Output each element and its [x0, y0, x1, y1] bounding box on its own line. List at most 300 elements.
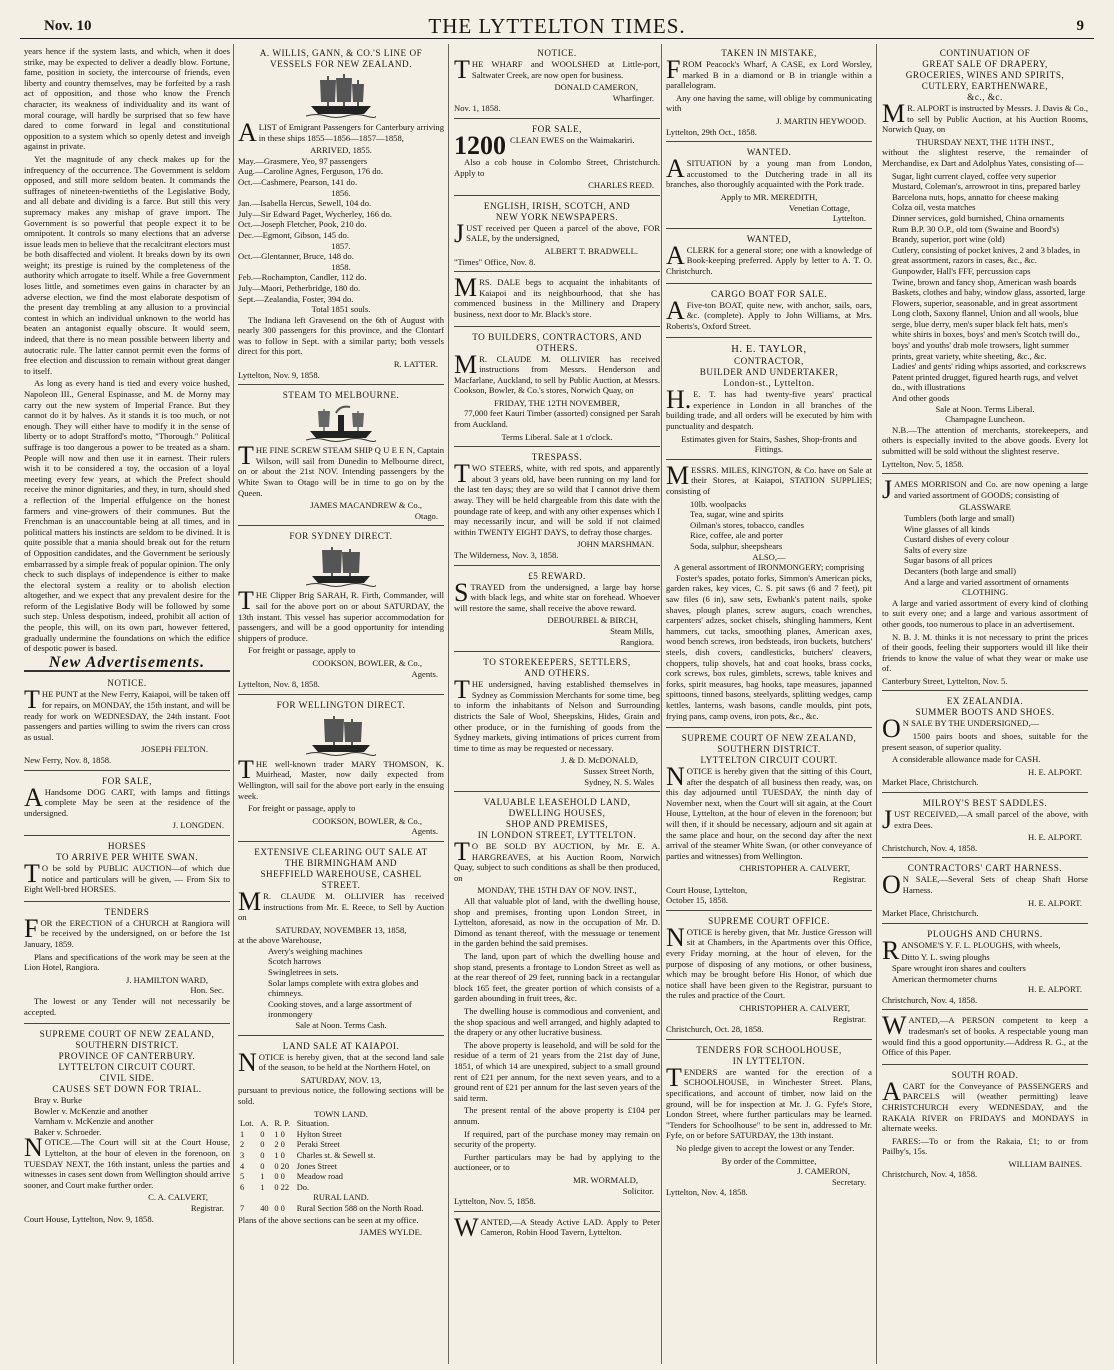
ad-signature: DONALD CAMERON, [554, 82, 638, 93]
ad-body: without the slightest reserve, the remainder of Merchandise, ex Dart and Adolphus Yates, consisting of— [882, 147, 1088, 168]
ad-south-road [882, 1068, 1088, 1184]
list-item: Barcelona nuts, hops, annatto for cheese making [892, 191, 1059, 202]
ad-body: NOTICE is hereby given that the sitting of this Court, after the despatch of all business then ready, was, on this day adjourned until TUESDAY, the ninth day of November next, when the Court will sit again, at the Court House, Lyttelton, at the hour of eleven in the forenoon; but will then, if it should be necessary, adjourn and sit again at the same place and hour, on the second day after the next arrival of the steamer White Swan, (or other conveyance of parties and witnesses) from Wellington. [666, 762, 872, 861]
ad-signature: J. LONGDEN. [172, 820, 224, 831]
ad-note: N. B. J. M. thinks it is not necessary to print the prices of their goods, feeling their supporters would ill like their friends to know the value of what they wear or make use of. [882, 631, 1088, 674]
ad-place-date: Lyttelton, Nov. 9, 1858. [238, 369, 320, 380]
ad-place: Rangiora. [620, 636, 654, 647]
ad-dog-cart [24, 774, 230, 836]
list-item: May.—Grasmere, Yeo, 97 passengers [238, 155, 368, 166]
ad-ploughs [882, 927, 1088, 1011]
ad-body: Plans and specifications of the work may be seen at the Lion Hotel, Rangiora. [24, 951, 230, 973]
sailing-ship-icon [306, 72, 376, 120]
list-item: Rum B.P. 30 O.P., old tom (Swaine and Boord's) [892, 223, 1059, 234]
ad-signature: J. CAMERON, [797, 1166, 850, 1177]
ad-heading: TENDERS [104, 906, 150, 917]
ad-signature-role: Registrar. [832, 1013, 866, 1024]
ad-heading: LYTTELTON CIRCUIT COURT. [58, 1062, 196, 1073]
ad-newspapers [454, 199, 660, 272]
list-item: 10lb. woolpacks [690, 498, 747, 509]
ad-morrison-goods [882, 477, 1088, 691]
list-item: Oct.—Joseph Fletcher, Pook, 210 do. [238, 219, 367, 230]
table-heading: TOWN LAND. [314, 1108, 368, 1119]
column-header: A. [260, 1119, 269, 1129]
item-list [666, 499, 872, 552]
ad-body: ON SALE BY THE UNDERSIGNED,— [882, 714, 1040, 744]
ad-place-date: Christchurch, Oct. 28, 1858. [666, 1024, 764, 1035]
ad-place-date: Christchurch, Nov. 4, 1858. [882, 1169, 978, 1180]
ad-court-notice [666, 731, 872, 911]
ad-place-date: Lyttelton, Nov. 5, 1858. [882, 458, 964, 469]
ad-heading: OTHERS. [536, 342, 578, 353]
ad-steam-melbourne [238, 388, 444, 526]
cause-list [24, 1095, 230, 1137]
ad-note: The lowest or any Tender will not necessarily be accepted. [24, 995, 230, 1017]
list-item: Aug.—Caroline Agnes, Ferguson, 176 do. [238, 166, 383, 177]
ad-heading: FOR SALE, [532, 123, 582, 134]
schooner-ship-icon [306, 713, 376, 757]
table-cell: 1 0 [274, 1150, 285, 1160]
ad-place-date: The Wilderness, Nov. 3, 1858. [454, 550, 559, 560]
ad-signature-role: Registrar. [190, 1203, 224, 1214]
ad-ewes-for-sale [454, 122, 660, 196]
ad-signature: R. LATTER. [393, 359, 438, 370]
ad-body: ALIST of Emigrant Passengers for Canterbury arriving in these ships 1855—1856—1857—1858, [238, 118, 444, 147]
ad-heading: TAKEN IN MISTAKE, [721, 48, 817, 58]
ad-wanted-lad [454, 1212, 660, 1244]
ad-body: ON SALE,—Several Sets of cheap Shaft Horse Harness. [882, 870, 1088, 900]
ad-place: Otago. [414, 510, 438, 521]
ad-place-date: Christchurch, Nov. 4, 1858. [882, 994, 978, 1005]
list-item: Soda, sulphur, sheepshears [690, 541, 783, 551]
ad-body: The dwelling house is commodious and convenient, and the shop spacious and well arranged, and highly adapted to the drapery or any other lucrative business. [454, 1006, 660, 1038]
ad-signature: H. E. ALPORT. [1028, 984, 1082, 995]
ad-signature-role: Sussex Street North, [583, 765, 654, 776]
ad-signature-role: Agents. [411, 668, 438, 679]
list-item: Rice, coffee, ale and porter [690, 530, 783, 541]
ad-also: ALSO,— [752, 551, 786, 562]
table-cell: 5 [240, 1172, 245, 1182]
list-item: Solar lamps complete with extra globes and chimneys. [268, 977, 419, 999]
masthead [20, 6, 1094, 40]
sale-terms: Sale at Noon. Terms Liberal. [935, 403, 1035, 414]
ad-signature: JAMES WYLDE. [359, 1227, 422, 1238]
ad-place-date: Lyttelton, Nov. 8, 1858. [238, 679, 320, 690]
list-item: Dec.—Egmont, Gibson, 145 do. [238, 229, 349, 240]
table-cell: 1 [260, 1172, 265, 1182]
list-item: Colza oil, vesta matches [892, 202, 976, 213]
ad-body: The land, upon part of which the dwelling house and shop stand, presents a frontage to London Street as well as at the rear thereof of 29 feet, running back in a rectangular block 165 feet, the greater portion of which consists of a garden abounding in fruit trees, &c. [454, 951, 660, 1004]
ad-body: TO be sold by PUBLIC AUCTION—of which due notice and particulars will be given, — From Six to Eight Well-bred HORSES. [24, 858, 230, 895]
ad-saddles [882, 796, 1088, 858]
ad-heading: CONTRACTORS' CART HARNESS. [907, 863, 1063, 874]
ad-leasehold-land [454, 795, 660, 1212]
table-row [238, 1204, 444, 1215]
ad-heading: CUTLERY, EARTHENWARE, [921, 81, 1049, 91]
ad-body: THE PUNT at the New Ferry, Kaiapoi, will be taken off for repairs, on MONDAY, the 15th instant, and will be ready for work on WEDNESDAY, the 24th instant. Foot passengers and parties willing to swim the rivers can cross as usual. [24, 685, 230, 742]
ad-body: TWO STEERS, white, with red spots, and apparently about 3 years old, have been running on my land for the last ten days; they are so wild that I cannot drive them away. They will be held chargeable from this date with the poundage rate of keep, and with any other expenses which I may necessarily incur, and will be sold if not claimed within TWENTY EIGHT DAYS, to defray those charges. [454, 459, 660, 537]
column-header: R. P. [274, 1119, 290, 1129]
ad-cart-harness [882, 861, 1088, 923]
list-item: Oilman's stores, tobacco, candles [690, 519, 804, 530]
column-rule [233, 44, 234, 1364]
column-header: Lot. [240, 1119, 254, 1129]
ad-place-date: Lyttelton, Nov. 5, 1858. [454, 1196, 536, 1207]
ad-place-date: Nov. 1, 1858. [454, 103, 501, 114]
ad-heading: FOR SALE, [102, 775, 152, 786]
ad-person-wanted [882, 1013, 1088, 1064]
ad-place: Court House, Lyttelton, [666, 884, 748, 895]
list-item: Patent printed drugget, figured hearth rugs, and velvet do., with illustrations [892, 371, 1078, 393]
editorial-paragraph: years hence if the system lasts, and which, when it does strike, may be expected to deliver a deadly blow. Fortune, fame, position in society, the intercourse of friends, even liberty and country themselves, may be forfeited by a rash act of opposition, and those who know the French character, its weakness of individuality and its want of moral courage, will hardly be surprised that so few have dared to come forward in legal and constitutional opposition to a system which so openly detest and inveigh against in private. [24, 46, 230, 152]
ad-signature: J. MARTIN HEYWOOD. [776, 115, 866, 126]
ad-heading: SOUTH ROAD. [951, 1069, 1019, 1080]
ad-heading: SUMMER BOOTS AND SHOES. [915, 707, 1055, 718]
ad-body: 1500 pairs boots and shoes, suitable for the present season, of superior quality. [882, 731, 1088, 752]
list-item: Long cloth, Saxony flannel, Union and all wools, blue serge, blue derry, men's super black felt hats, men's white shirts in boxes, boys' and men's Scotch twill do., boys' and youths' drab mole trowsers, light summer prints, great variety, white sheeting, &c., &c. [892, 308, 1080, 361]
table-header-row [238, 1119, 444, 1130]
list-item: July—Maori, Petherbridge, 180 do. [238, 282, 361, 293]
ad-heading: London-st., Lyttelton. [723, 378, 815, 389]
ad-heading: CAUSES SET DOWN FOR TRIAL. [52, 1084, 202, 1095]
ad-heading: CONTINUATION OF [939, 48, 1031, 58]
ad-heading: IN LYTTELTON. [732, 1055, 806, 1066]
ad-situation-wanted [666, 145, 872, 229]
table-row [238, 1151, 444, 1162]
ad-body: A large and varied assortment of every kind of clothing to suit every one; and a large and various assortment of other goods, too numerous to place in an advertisement. [882, 597, 1088, 629]
steam-ship-icon [306, 403, 376, 443]
ad-signature: JOSEPH FELTON. [141, 744, 208, 755]
ad-heading: STREET. [321, 879, 361, 890]
column-4 [666, 46, 872, 1364]
ad-heading: SOUTHERN DISTRICT. [75, 1040, 179, 1051]
table-row [238, 1172, 444, 1183]
ad-body: WANTED,—A Steady Active LAD. Apply to Peter Cameron, Robin Hood Tavern, Lyttelton. [454, 1212, 660, 1242]
table-cell: 0 20 [274, 1161, 289, 1171]
ad-horses [24, 839, 230, 902]
year-heading: 1856. [331, 187, 351, 198]
table-cell: Hylton Street [296, 1129, 342, 1139]
ad-body: JUST RECEIVED,—A small parcel of the above, with extra Dees. [882, 805, 1088, 835]
ad-body: TENDERS are wanted for the erection of a SCHOOLHOUSE, in Winchester Street. Plans, specifications, and account of timber, now laid on the ground, will be for inspection at Mr. J. G. Fyfe's Store, London Street, where further particulars may be learned. "Tenders for Schoolhouse" to be sent in, addressed to Mr. Fyfe, on or before SATURDAY, the 13th instant. [666, 1062, 872, 1141]
ad-heading: MILROY'S BEST SADDLES. [922, 798, 1048, 809]
ad-emigrant-vessels [238, 46, 444, 385]
ad-signature: WILLIAM BAINES. [1008, 1158, 1082, 1169]
list-item: Flowers, superior, seasonable, and in great assortment [892, 297, 1078, 308]
editorial-paragraph: Yet the magnitude of any check makes up for the infrequency of the occurrence. The Government is seldom opposed, and still more seldom beaten. It commands the suffrages of nineteen-twentieths of the Legislative Body, and all debate and dividing is a farce. But still this very supremacy makes any mishap of grave import. The Government is so powerful that people expect it to be omnipotent. It controls so many elections that an adverse issue leads men to believe that the recalcitrant electors must be both disaffected and violent. It breaks down by its own weight; its prestige is ruined by the completeness of the authority which arrogate to itself. While a free Government loses little, and sometimes even gains in character by an adverse election, we find the most elaborate despotism of the present day trembling at any allusion to a provincial contest in which an individual unknown to the world has beaten an antagonist equally obscure. It would seem, indeed, that there is no mean possible between liberty and autocratic rule. The latter cannot permit even the forms of free election and discussion to remain without great danger to itself. [24, 153, 230, 376]
ad-body: JUST received per Queen a parcel of the above, FOR SALE, by the undersigned, [454, 218, 660, 248]
ad-body: NOTICE is hereby given, that at the second land sale of the season, to be held at the Northern Hotel, on [238, 1047, 444, 1077]
list-item: Varnham v. McKenzie and another [34, 1116, 154, 1127]
ad-clerk-wanted [666, 232, 872, 284]
list-item: Cutlery, consisting of pocket knives, 2 and 3 blades, in great assortment, razors in cases, &c., &c. [892, 244, 1080, 266]
ad-heading: THE BIRMINGHAM AND [284, 857, 398, 868]
column-1 [24, 46, 230, 1364]
ad-clearing-sale [238, 845, 444, 1036]
list-item: Spare wrought iron shares and coulters [892, 962, 1026, 973]
column-5 [882, 46, 1088, 1364]
ad-place: Sydney, N. S. Wales [584, 776, 654, 787]
ad-heading: TENDERS FOR SCHOOLHOUSE, [696, 1044, 842, 1055]
ad-signature: J. & D. McDONALD, [561, 755, 638, 766]
ad-body: The above property is leasehold, and will be sold for the residue of a term of 21 years from the 21st day of June, 1851, of which 14 are unexpired, subject to a small ground rent of £21 per annum, for the next seven years, and to a ground rent of £21 per annum for the last seven years of the said term. [454, 1039, 660, 1103]
ad-place-date: Lyttelton, Nov. 4, 1858. [666, 1187, 748, 1198]
ad-heading: WANTED, [746, 233, 792, 244]
ad-body: Estimates given for Stairs, Sashes, Shop-fronts and Fittings. [681, 433, 857, 455]
list-item: Oct.—Cashmere, Pearson, 141 do. [238, 176, 358, 187]
ad-court-office [666, 914, 872, 1040]
table-cell: 1 [240, 1129, 245, 1139]
table-cell: 1 [260, 1182, 265, 1192]
ad-body: THE well-known trader MARY THOMSON, K. Muirhead, Master, now daily expected from Wellington, will sail for the above port early in the ensuing week. [238, 754, 444, 801]
ad-kauri-timber [454, 330, 660, 448]
sale-terms: Terms Liberal. Sale at 1 o'clock. [501, 431, 613, 442]
ad-note: N.B.—The attention of merchants, storekeepers, and others is especially invited to the above goods. Every lot submitted will be sold without the slightest reserve. [882, 424, 1088, 456]
list-item: Ladies' and gents' riding whips assorted, and corkscrews [892, 361, 1087, 372]
ad-heading: BUILDER AND UNDERTAKER, [699, 367, 839, 378]
ad-heading: PROVINCE OF CANTERBURY. [58, 1051, 196, 1062]
ad-heading: VALUABLE LEASEHOLD LAND, [483, 797, 631, 808]
ad-heading: LAND SALE AT KAIAPOI. [282, 1040, 400, 1051]
list-item: Wine glasses of all kinds [904, 523, 990, 534]
ad-heading: EX ZEALANDIA. [946, 696, 1024, 707]
table-row [238, 1183, 444, 1194]
list-item: Bowler v. McKenzie and another [34, 1105, 148, 1116]
item-list [882, 952, 1088, 984]
ad-body: A general assortment of IRONMONGERY; comprising [673, 562, 865, 573]
ad-body: FROM Peacock's Wharf, A CASE, ex Lord Worsley, marked B in a diamond or B in triangle within a parallelogram. [666, 55, 872, 91]
table-cell: 0 22 [274, 1182, 289, 1192]
ad-body: MR. CLAUDE M. OLLIVIER has received instructions from Messrs. Henderson and Macfarlane, Auckland, to sell by Public Auction, at Messrs. Cookson, Bowler, & Co.'s stores, Norwich Quay, on [454, 349, 660, 396]
ad-heading: NOTICE. [107, 678, 147, 689]
list-item: Scotch harrows [268, 956, 322, 967]
ad-heading: SOUTHERN DISTRICT. [717, 744, 821, 755]
ad-body: CLEAN EWES on the Waimakariri. [510, 134, 635, 145]
page-number: 9 [1076, 18, 1084, 34]
ad-heading: EXTENSIVE CLEARING OUT SALE AT [254, 846, 428, 857]
sale-date: THURSDAY NEXT, THE 11TH INST., [916, 136, 1054, 147]
ad-body: The present rental of the above property is £104 per annum. [454, 1105, 660, 1126]
ad-body: NOTICE is hereby given, that Mr. Justice Gresson will sit at Chambers, in the Apartments over this Office, every Friday morning, at the hour of eleven, for the purpose of disposing of any motions, or other business, which may be brought before His Honor, of which due notice shall have been given to the Registrar, pursuant to the rules and practice of the Court. [666, 922, 872, 1001]
list-item: Avery's weighing machines [268, 945, 363, 956]
ad-station-supplies [666, 460, 872, 728]
ad-heading: TRESPASS. [531, 452, 583, 463]
ad-note: The Indiana left Gravesend on the 6th of August with nearly 300 passengers for this province, and the Clontarf was to follow in Sept. with a similar party; both vessels direct for this port. [238, 314, 444, 357]
list-item: And a large and varied assortment of ornaments [904, 576, 1069, 587]
ad-signature-role: Agents. [411, 826, 438, 837]
ad-heading: IN LONDON STREET, LYTTELTON. [477, 830, 637, 841]
ad-signature-role: Hon. Sec. [190, 985, 224, 996]
ad-place: Market Place, Christchurch. [882, 908, 979, 919]
list-item: Gunpowder, Hall's FFF, percussion caps [892, 265, 1031, 276]
ad-body: 77,000 feet Kauri Timber (assorted) consigned per Sarah from Auckland. [454, 408, 660, 430]
list-item: Oct.—Glentanner, Bruce, 148 do. [238, 251, 354, 262]
ad-signature: CHARLES REED. [588, 180, 654, 191]
ad-place-date: New Ferry, Nov. 8, 1858. [24, 755, 112, 765]
ad-signature: JOHN MARSHMAN. [577, 539, 654, 550]
ad-body: Also a cob house in Colombo Street, Christchurch. Apply to [454, 156, 660, 178]
ad-trespass [454, 450, 660, 565]
year-heading: 1857. [331, 240, 351, 251]
table-cell: 0 [260, 1140, 265, 1150]
ad-heading: WANTED. [746, 147, 792, 158]
table-cell: 6 [240, 1182, 245, 1192]
table-cell: 4 [240, 1161, 245, 1171]
table-row [238, 1162, 444, 1173]
list-item: Bray v. Burke [34, 1095, 82, 1106]
ad-body: No pledge given to accept the lowest or any Tender. [676, 1142, 855, 1153]
ad-body: THE Clipper Brig SARAH, R. Firth, Commander, will sail for the above port on or about SATURDAY, the 13th instant. This vessel has superior accommodation for passengers, and will be a good opportunity for intending shippers of produce. [238, 586, 444, 643]
table-cell: 2 [240, 1140, 245, 1150]
ad-fares: FARES:—To or from the Rakaia, £1; to or from Pailby's, 15s. [882, 1135, 1088, 1157]
ad-signature: ALBERT T. BRADWELL. [544, 245, 638, 256]
ad-signature: MR. WORMALD, [572, 1174, 638, 1185]
list-item: Ditto Y. L. swing ploughs [901, 952, 990, 963]
editorial-article [24, 46, 230, 654]
ad-body: THE FINE SCREW STEAM SHIP Q U E E N, Captain Wilson, will sail from Dunedin to Melbourne direct, on or about the 21st NOV. Intending passengers by the White Swan to Otago will be in time to go on by the Queen. [238, 441, 444, 498]
ad-heading: HORSES [107, 840, 147, 851]
ad-body: If required, part of the purchase money may remain on security of the property. [454, 1128, 660, 1150]
issue-date: Nov. 10 [44, 18, 92, 34]
ad-signature-role: Secretary. [831, 1176, 866, 1187]
table-cell: 2 0 [274, 1140, 285, 1150]
list-item: Twine, brown and fancy shop, American wash boards [892, 276, 1077, 287]
ad-signature-role: Steam Mills, [610, 625, 654, 636]
ad-signature: H. E. ALPORT. [1028, 832, 1082, 843]
list-item: Salts of every size [904, 544, 967, 555]
ad-place: Market Place, Christchurch. [882, 777, 979, 788]
list-item: Cooking stoves, and a large assortment of ironmongery [268, 998, 412, 1020]
list-item: Tea, sugar, wine and spirits [690, 509, 784, 520]
item-list [882, 513, 1088, 587]
ad-body: A considerable allowance made for CASH. [892, 754, 1041, 765]
ad-signature: Venetian Cottage, [788, 202, 850, 213]
ad-heading: AND OTHERS. [524, 668, 590, 679]
ad-heading: ENGLISH, IRISH, SCOTCH, AND [483, 200, 631, 211]
ad-note: Plans of the above sections can be seen at my office. [238, 1214, 419, 1225]
table-cell: 3 [240, 1150, 245, 1160]
ad-body: MRS. DALE begs to acquaint the inhabitants of Kaiapoi and its neighbourhood, that she has commenced business in the Millinery and Drapery business, next door to Mr. Black's store. [454, 273, 660, 319]
ad-body: All that valuable plot of land, with the dwelling house, shop and premises, fronting upon London Street, in Lyttelton, aforesaid, as now in the occupation of Mr. D. Dimond as tenant thereof, with the messuage or tenement in the garden behind the said premises. [454, 896, 660, 949]
ad-body: ASITUATION by a young man from London, accustomed to the Dutchering trade in all its branches, also thoroughly acquainted with the Pork trade. [666, 154, 872, 190]
list-item: Sugar basons of all prices [904, 555, 993, 566]
column-rule [448, 44, 449, 1364]
ad-taylor-builder [666, 341, 872, 460]
sale-date: FRIDAY, THE 12TH NOVEMBER, [494, 397, 620, 408]
ad-heading: CIVIL SIDE. [99, 1073, 155, 1084]
ad-body: THE WHARF and WOOLSHED at Little-port, Saltwater Creek, are now open for business. [454, 55, 660, 84]
list-item: Brandy, superior, port wine (old) [892, 234, 1005, 245]
ad-body: WANTED,—A PERSON competent to keep a tradesman's set of books. A respectable young man would find this a good opportunity.—Address R. G., at the Office of this Paper. [882, 1011, 1088, 1058]
ad-place-date: Lyttelton, 29th Oct., 1858. [666, 126, 757, 137]
year-heading: 1858. [331, 261, 351, 272]
sub-heading: GLASSWARE [959, 502, 1011, 513]
ad-body: pursuant to previous notice, the following sections will be sold. [238, 1085, 444, 1106]
ad-signature: H. E. ALPORT. [1028, 766, 1082, 777]
table-cell: RURAL LAND. [313, 1193, 369, 1203]
ad-taken-in-mistake [666, 46, 872, 142]
year-heading: ARRIVED, 1855. [310, 145, 372, 156]
sale-terms: Champagne Luncheon. [945, 414, 1025, 425]
column-header: Situation. [296, 1119, 330, 1129]
ad-body: By order of the Committee, [721, 1155, 817, 1166]
table-cell: Do. [296, 1182, 310, 1192]
table-cell: 0 [260, 1129, 265, 1139]
ad-heading: SHEFFIELD WAREHOUSE, CASHEL [260, 868, 422, 879]
ad-heading: VESSELS FOR NEW ZEALAND. [270, 59, 412, 69]
ad-heading: LYTTELTON CIRCUIT COURT. [700, 755, 838, 766]
table-cell: 0 0 [274, 1203, 285, 1213]
ad-heading: £5 REWARD. [528, 570, 586, 581]
ad-body: NOTICE.—The Court will sit at the Court House, Lyttelton, at the hour of eleven in the forenoon, on TUESDAY NEXT, the 16th instant, unless the parties and witnesses in cases sent down from Wellington should arrive sooner, and Court make further order. [24, 1133, 230, 1190]
list-item: Tumblers (both large and small) [904, 512, 1015, 523]
ad-body: THE undersigned, having established themselves in Sydney as Commission Merchants for some time, beg to inform the inhabitants of Nelson and Surrounding districts the Sale of Wool, Sheepskins, Hides, Grain and other produce, or in the furnishing of goods from the Sydney markets, giving intimations of prices current from time to time as may be requested or necessary. [454, 675, 660, 753]
ad-heading: SUPREME COURT OF NEW ZEALAND, [39, 1029, 215, 1040]
ad-heading: SUPREME COURT OF NEW ZEALAND, [681, 733, 857, 744]
item-list [882, 171, 1088, 404]
ad-signature: C. A. CALVERT, [148, 1192, 208, 1203]
list-item: Sept.—Zealandia, Foster, 394 do. [238, 293, 354, 304]
ad-signature-role: Solicitor. [622, 1185, 654, 1196]
ad-signature: CHRISTOPHER A. CALVERT, [739, 863, 850, 874]
list-item: Jan.—Isabella Hercus, Sewell, 104 do. [238, 198, 372, 209]
ad-body: Any one having the same, will oblige by communicating with [666, 92, 872, 114]
ad-signature: COOKSON, BOWLER, & Co., [312, 815, 422, 826]
ad-body: TO BE SOLD BY AUCTION, by Mr. E. A. HARGREAVES, at his Auction Room, Norwich Quay, subject to such conditions as shall be then produced, on [454, 837, 660, 883]
table-cell: Rural Section 588 on the North Road. [296, 1203, 424, 1213]
ad-heading: GROCERIES, WINES AND SPIRITS, [905, 70, 1065, 80]
table-cell: 40 [260, 1203, 269, 1213]
ad-signature: J. HAMILTON WARD, [126, 974, 208, 985]
table-row [238, 1130, 444, 1141]
ad-reward [454, 569, 660, 653]
ad-heading: FOR WELLINGTON DIRECT. [276, 699, 406, 710]
ad-wellington-direct [238, 698, 444, 842]
ad-wharf-notice [454, 46, 660, 119]
ad-heading: STEAM TO MELBOURNE. [282, 390, 400, 401]
column-3 [454, 46, 660, 1364]
ad-heading: TO BUILDERS, CONTRACTORS, AND [472, 331, 642, 342]
ad-punt-notice [24, 676, 230, 770]
ad-place-date: Court House, Lyttelton, Nov. 9, 1858. [24, 1213, 154, 1224]
ad-schoolhouse-tenders [666, 1043, 872, 1202]
ad-body: H.E. T. has had twenty-five years' practical experience in London in all branches of the building trade, and all orders will be executed by him with punctuality and despatch. [666, 385, 872, 432]
ad-body: JAMES MORRISON and Co. are now opening a large and varied assortment of GOODS; consisting of [882, 475, 1088, 505]
ad-body: MR. ALPORT is instructed by Messrs. J. Davis & Co., to sell by Public Auction, at his Auction Rooms, Norwich Quay, on [882, 99, 1088, 135]
ad-body: MR. CLAUDE M. OLLIVIER has received instructions from Mr. E. Reece, to Sell by Auction on [238, 886, 444, 923]
table-cell: 0 [260, 1161, 265, 1171]
ad-sydney-direct [238, 529, 444, 694]
table-cell: 7 [240, 1203, 245, 1213]
list-item: Sugar, light current clayed, coffee very superior [892, 170, 1057, 181]
brig-ship-icon [306, 544, 376, 588]
ad-mrs-dale [454, 275, 660, 326]
ad-signature: COOKSON, BOWLER, & Co., [312, 657, 422, 668]
ad-place: Lyttelton. [832, 213, 866, 224]
table-row [238, 1140, 444, 1151]
list-item: Dinner services, gold burnished, China ornaments [892, 212, 1065, 223]
ad-heading: &c., &c. [967, 92, 1003, 102]
section-title-new-advertisements: New Advertisements. [24, 656, 230, 673]
sale-date: SATURDAY, NOVEMBER 13, 1858, [275, 924, 407, 935]
ad-heading: GREAT SALE OF DRAPERY, [922, 59, 1048, 69]
list-item: Baker v. Schroeder. [34, 1126, 102, 1137]
ad-body: Further particulars may be had by applying to the auctioneer, or to [454, 1151, 660, 1173]
ad-heading: CARGO BOAT FOR SALE. [710, 288, 827, 299]
table-cell: 1 0 [274, 1129, 285, 1139]
ad-heading: TO STOREKEEPERS, SETTLERS, [483, 657, 631, 668]
ad-body: MESSRS. MILES, KINGTON, & Co. have on Sale at their Stores, at Kaiapoi, STATION SUPPLIES; consisting of [666, 460, 872, 497]
